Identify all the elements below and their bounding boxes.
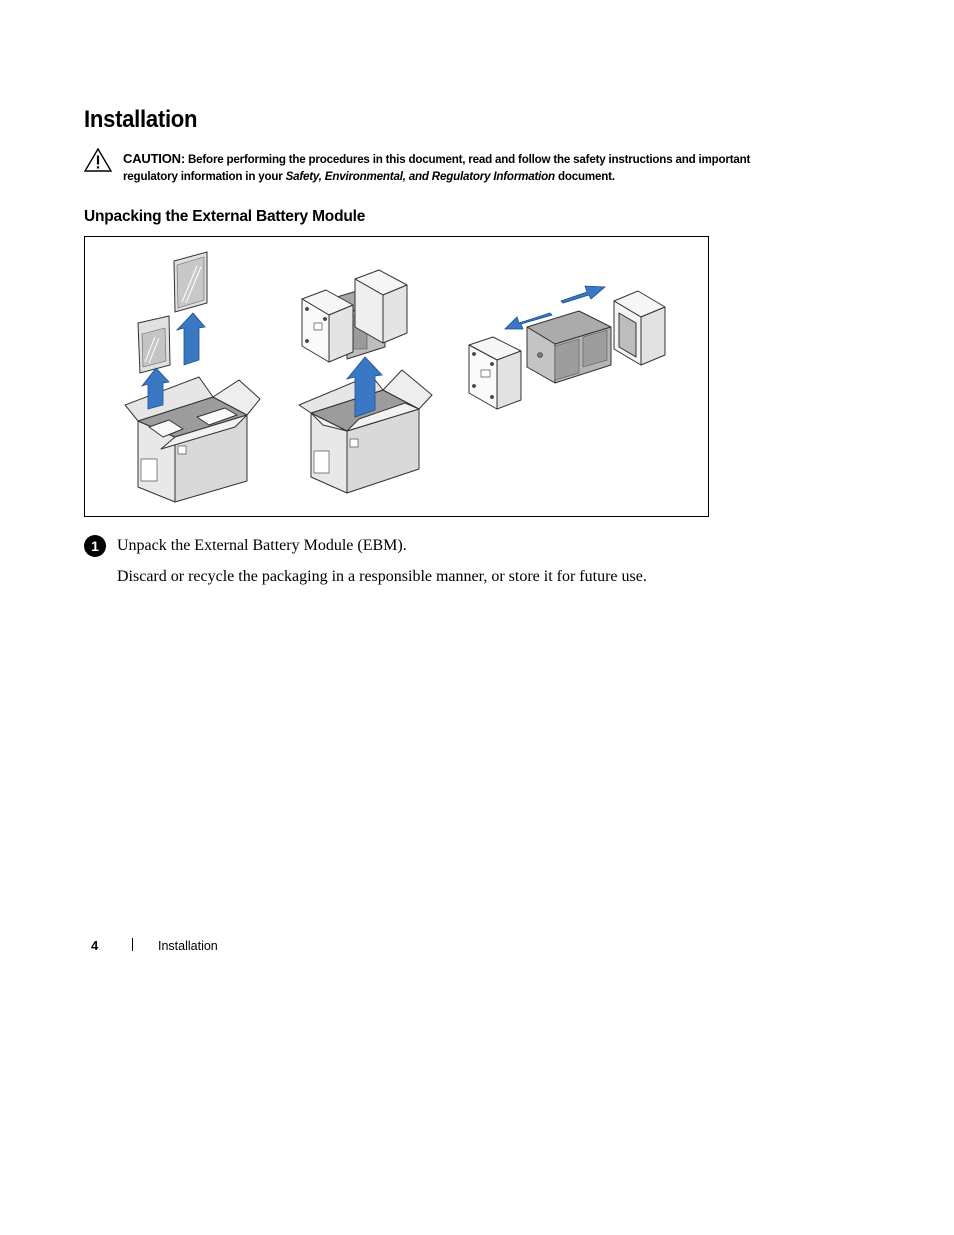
right-foam-cap-icon: [614, 291, 665, 365]
left-foam-cap-icon: [469, 337, 521, 409]
external-battery-module-icon: [527, 311, 611, 383]
step-number-badge: 1: [84, 535, 106, 557]
unpacking-illustration-svg: [85, 237, 708, 516]
ebm-with-foam-caps-icon: [302, 270, 407, 362]
warning-triangle-icon: [84, 148, 112, 172]
stage-remove-end-caps: [469, 286, 665, 409]
step-note: Discard or recycle the packaging in a responsible manner, or store it for future use.: [117, 568, 647, 585]
stage-remove-accessories: [125, 252, 260, 502]
footer-page-number: 4: [91, 938, 99, 953]
documentation-bag-icon: [174, 252, 207, 312]
footer-divider: [132, 938, 133, 951]
caution-label: CAUTION:: [123, 151, 185, 166]
page-title: Installation: [84, 106, 198, 133]
caution-document-name: Safety, Environmental, and Regulatory Information: [285, 170, 555, 183]
accessory-bag-icon: [138, 316, 170, 373]
stage-lift-ebm: [299, 270, 432, 493]
step-instruction: Unpack the External Battery Module (EBM).: [117, 537, 407, 554]
caution-body-end: document.: [554, 170, 615, 183]
caution-body-start: Before performing the procedures in this document, read and follow the safety instructions and important regulatory information in your: [123, 153, 751, 183]
shipping-box-icon: [125, 377, 260, 502]
caution-text: [123, 150, 763, 185]
unpacking-illustration: [84, 236, 709, 517]
section-title: Unpacking the External Battery Module: [84, 208, 366, 225]
slide-right-arrow-icon: [561, 286, 605, 303]
footer-section-label: Installation: [158, 939, 218, 953]
